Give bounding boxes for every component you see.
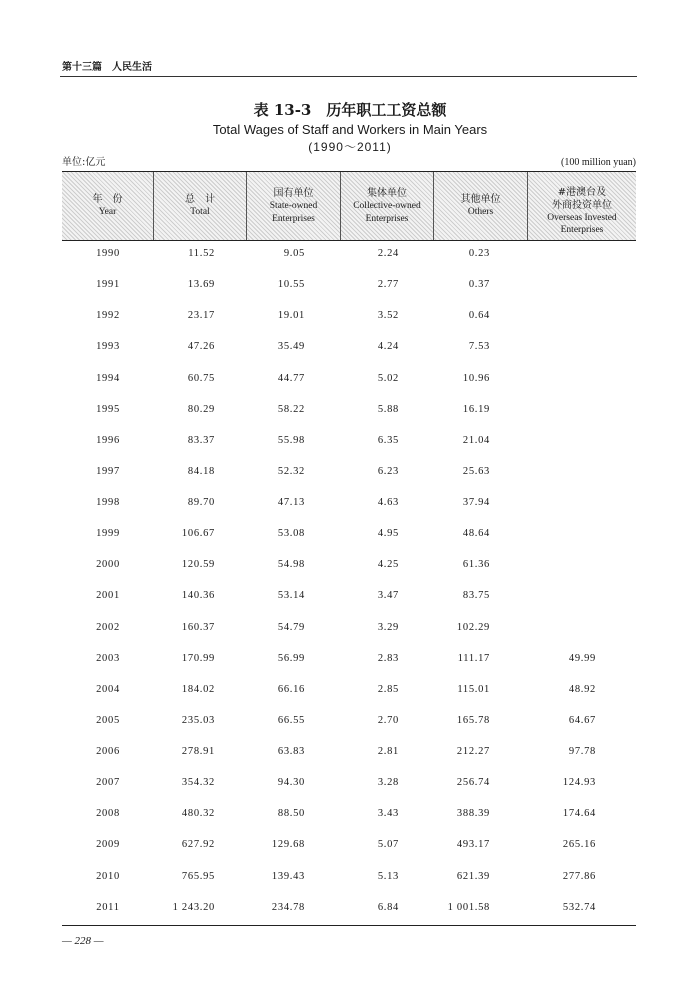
column-header-state-owned	[246, 172, 340, 240]
cell-state-owned: 52.32	[277, 465, 305, 477]
cell-total: 480.32	[181, 808, 215, 820]
cell-collective-owned: 2.24	[377, 248, 399, 259]
table-row	[0, 806, 700, 822]
cell-year: 2006	[96, 746, 120, 757]
column-header-year	[62, 172, 153, 240]
table-bottom-rule	[62, 925, 636, 926]
cell-collective-owned: 2.85	[377, 683, 399, 695]
column-header-label-en: Enterprises	[560, 225, 604, 235]
column-header-total	[153, 172, 246, 240]
unit-label-en: (100 million yuan)	[561, 157, 636, 168]
cell-others: 16.19	[462, 403, 490, 415]
cell-total: 235.03	[181, 714, 215, 726]
cell-year: 1994	[96, 372, 120, 384]
cell-others: 37.94	[462, 497, 490, 508]
cell-others: 61.36	[462, 559, 490, 571]
cell-others: 621.39	[456, 870, 490, 882]
cell-year: 2000	[96, 559, 120, 571]
table-row	[0, 557, 700, 573]
column-header-label-cn: 其他单位	[460, 194, 501, 206]
cell-state-owned: 66.55	[277, 714, 305, 726]
cell-total: 83.37	[187, 434, 215, 446]
cell-collective-owned: 3.43	[377, 808, 399, 820]
cell-others: 1 001.58	[447, 901, 490, 913]
cell-year: 1995	[96, 403, 120, 415]
table-row	[0, 588, 700, 604]
cell-year: 1999	[96, 528, 120, 540]
cell-overseas-invested	[520, 433, 596, 449]
cell-overseas-invested	[520, 495, 596, 511]
cell-state-owned: 88.50	[277, 808, 305, 820]
cell-collective-owned: 3.28	[377, 777, 399, 789]
cell-others: 0.23	[468, 248, 490, 259]
cell-collective-owned: 4.95	[377, 528, 399, 540]
cell-state-owned: 94.30	[277, 777, 305, 789]
cell-year: 2007	[96, 777, 120, 789]
column-header-label-cn: 国有单位	[273, 188, 314, 199]
column-header-label-cn: 外商投资单位	[552, 199, 612, 211]
unit-label-cn: 单位:亿元	[62, 157, 106, 168]
column-header-label-en: Others	[467, 207, 494, 218]
cell-overseas-invested	[520, 557, 596, 573]
cell-overseas-invested	[520, 402, 596, 418]
cell-collective-owned: 3.52	[377, 310, 399, 322]
cell-total: 13.69	[187, 279, 215, 291]
cell-others: 7.53	[468, 341, 490, 353]
table-row	[0, 246, 700, 262]
table-row	[0, 339, 700, 355]
cell-year: 2011	[96, 901, 120, 913]
cell-overseas-invested: 48.92	[568, 683, 596, 695]
cell-state-owned: 56.99	[277, 652, 305, 664]
table-row	[0, 495, 700, 511]
cell-overseas-invested	[520, 588, 596, 604]
cell-collective-owned: 4.24	[377, 341, 399, 353]
column-header-label-cn: 年 份	[92, 194, 123, 206]
cell-state-owned: 55.98	[277, 434, 305, 446]
column-header-overseas-invested	[527, 172, 636, 240]
column-header-label-en: Enterprises	[365, 213, 409, 224]
cell-total: 627.92	[181, 839, 215, 851]
cell-collective-owned: 2.77	[377, 279, 399, 291]
cell-collective-owned: 5.13	[377, 870, 399, 882]
cell-others: 493.17	[456, 839, 490, 851]
cell-collective-owned: 6.23	[377, 465, 399, 477]
cell-others: 111.17	[457, 652, 490, 664]
cell-overseas-invested	[520, 620, 596, 636]
cell-overseas-invested	[520, 339, 596, 355]
cell-others: 83.75	[462, 590, 490, 602]
running-header: 第十三篇 人民生活	[62, 62, 152, 73]
cell-others: 0.37	[468, 279, 490, 291]
column-header-label-en: Total	[190, 207, 210, 218]
cell-year: 2004	[96, 683, 120, 695]
cell-total: 354.32	[181, 777, 215, 789]
table-period: (1990～2011)	[308, 140, 392, 154]
cell-total: 106.67	[181, 528, 215, 540]
cell-year: 1991	[96, 279, 120, 291]
running-header-rule	[60, 76, 637, 77]
cell-collective-owned: 3.29	[377, 621, 399, 633]
cell-others: 165.78	[456, 714, 490, 726]
cell-others: 21.04	[462, 434, 490, 446]
cell-year: 2010	[96, 870, 120, 882]
cell-overseas-invested	[520, 371, 596, 387]
table-row	[0, 464, 700, 480]
table-row	[0, 713, 700, 729]
table-header	[62, 172, 636, 241]
cell-total: 84.18	[187, 465, 215, 477]
cell-overseas-invested: 64.67	[568, 714, 596, 726]
column-header-label-en: Overseas Invested	[547, 212, 617, 223]
cell-others: 48.64	[462, 528, 490, 540]
cell-collective-owned: 4.25	[377, 559, 399, 571]
cell-others: 102.29	[456, 621, 490, 633]
cell-others: 388.39	[456, 808, 490, 820]
cell-collective-owned: 2.70	[377, 714, 399, 726]
cell-overseas-invested	[520, 246, 596, 262]
cell-year: 1990	[96, 248, 120, 259]
cell-others: 25.63	[462, 465, 490, 477]
table-row	[0, 744, 700, 760]
cell-state-owned: 66.16	[277, 683, 305, 695]
cell-state-owned: 58.22	[277, 403, 305, 415]
cell-state-owned: 54.98	[277, 559, 305, 571]
table-title-cn: 表 13-3 历年职工工资总额	[253, 101, 447, 119]
cell-state-owned: 35.49	[277, 341, 305, 353]
table-row	[0, 620, 700, 636]
cell-year: 1997	[96, 465, 120, 477]
cell-total: 278.91	[181, 746, 215, 757]
cell-collective-owned: 2.83	[377, 652, 399, 664]
table-row	[0, 900, 700, 916]
table-row	[0, 277, 700, 293]
cell-others: 256.74	[456, 777, 490, 789]
cell-overseas-invested	[520, 277, 596, 293]
cell-others: 212.27	[456, 746, 490, 757]
cell-year: 1998	[96, 497, 120, 508]
cell-overseas-invested	[520, 526, 596, 542]
cell-overseas-invested: 124.93	[562, 777, 596, 789]
cell-total: 47.26	[187, 341, 215, 353]
cell-overseas-invested	[520, 308, 596, 324]
cell-year: 1993	[96, 341, 120, 353]
cell-others: 10.96	[462, 372, 490, 384]
cell-collective-owned: 5.02	[377, 372, 399, 384]
cell-state-owned: 53.08	[277, 528, 305, 540]
cell-state-owned: 63.83	[277, 746, 305, 757]
cell-total: 80.29	[187, 403, 215, 415]
cell-state-owned: 234.78	[271, 901, 305, 913]
table-row	[0, 651, 700, 667]
cell-total: 23.17	[187, 310, 215, 322]
cell-state-owned: 54.79	[277, 621, 305, 633]
cell-year: 2002	[96, 621, 120, 633]
cell-overseas-invested	[520, 464, 596, 480]
cell-year: 2001	[96, 590, 120, 602]
cell-state-owned: 53.14	[277, 590, 305, 602]
cell-overseas-invested: 174.64	[562, 808, 596, 820]
table-row	[0, 371, 700, 387]
table-title-en: Total Wages of Staff and Workers in Main Years	[212, 122, 488, 137]
table-row	[0, 775, 700, 791]
cell-total: 120.59	[181, 559, 215, 571]
cell-overseas-invested: 277.86	[562, 870, 596, 882]
column-header-label-en: Year	[98, 207, 117, 218]
cell-year: 1996	[96, 434, 120, 446]
cell-year: 2008	[96, 808, 120, 820]
cell-state-owned: 44.77	[277, 372, 305, 384]
cell-collective-owned: 3.47	[377, 590, 399, 602]
table-row	[0, 433, 700, 449]
column-header-label-en: Enterprises	[272, 213, 315, 224]
table-row	[0, 308, 700, 324]
cell-others: 115.01	[457, 683, 490, 695]
column-header-label-cn: 总 计	[185, 194, 215, 206]
cell-state-owned: 10.55	[277, 279, 305, 291]
table-body	[0, 246, 700, 916]
cell-state-owned: 47.13	[277, 497, 305, 508]
cell-total: 140.36	[181, 590, 215, 602]
table-row	[0, 402, 700, 418]
cell-year: 2003	[96, 652, 120, 664]
cell-total: 1 243.20	[172, 901, 215, 913]
cell-state-owned: 129.68	[271, 839, 305, 851]
cell-collective-owned: 2.81	[377, 746, 399, 757]
cell-total: 89.70	[187, 497, 215, 508]
column-header-others	[433, 172, 527, 240]
table-row	[0, 526, 700, 542]
table-row	[0, 869, 700, 885]
cell-year: 2009	[96, 839, 120, 851]
column-header-label-en: Collective-owned	[353, 201, 421, 211]
cell-overseas-invested: 97.78	[568, 746, 596, 757]
column-header-label-en: State-owned	[269, 201, 318, 211]
cell-collective-owned: 6.35	[377, 434, 399, 446]
cell-total: 170.99	[181, 652, 215, 664]
column-header-label-cn: #港澳台及	[557, 186, 607, 198]
cell-total: 160.37	[181, 621, 215, 633]
cell-year: 1992	[96, 310, 120, 322]
table-row	[0, 837, 700, 853]
cell-total: 765.95	[181, 870, 215, 882]
cell-collective-owned: 5.88	[377, 403, 399, 415]
cell-overseas-invested: 49.99	[568, 652, 596, 664]
cell-state-owned: 139.43	[271, 870, 305, 882]
cell-collective-owned: 5.07	[377, 839, 399, 851]
cell-state-owned: 9.05	[283, 248, 305, 259]
cell-collective-owned: 6.84	[377, 901, 399, 913]
cell-overseas-invested: 532.74	[562, 901, 596, 913]
cell-year: 2005	[96, 714, 120, 726]
cell-total: 60.75	[187, 372, 215, 384]
cell-total: 184.02	[181, 683, 215, 695]
cell-collective-owned: 4.63	[377, 497, 399, 508]
table-row	[0, 682, 700, 698]
cell-overseas-invested: 265.16	[562, 839, 596, 851]
cell-state-owned: 19.01	[277, 310, 305, 322]
cell-total: 11.52	[188, 248, 215, 259]
page-number: — 228 —	[62, 935, 104, 947]
column-header-label-cn: 集体单位	[367, 188, 407, 199]
column-header-collective-owned	[340, 172, 433, 240]
cell-others: 0.64	[468, 310, 490, 322]
